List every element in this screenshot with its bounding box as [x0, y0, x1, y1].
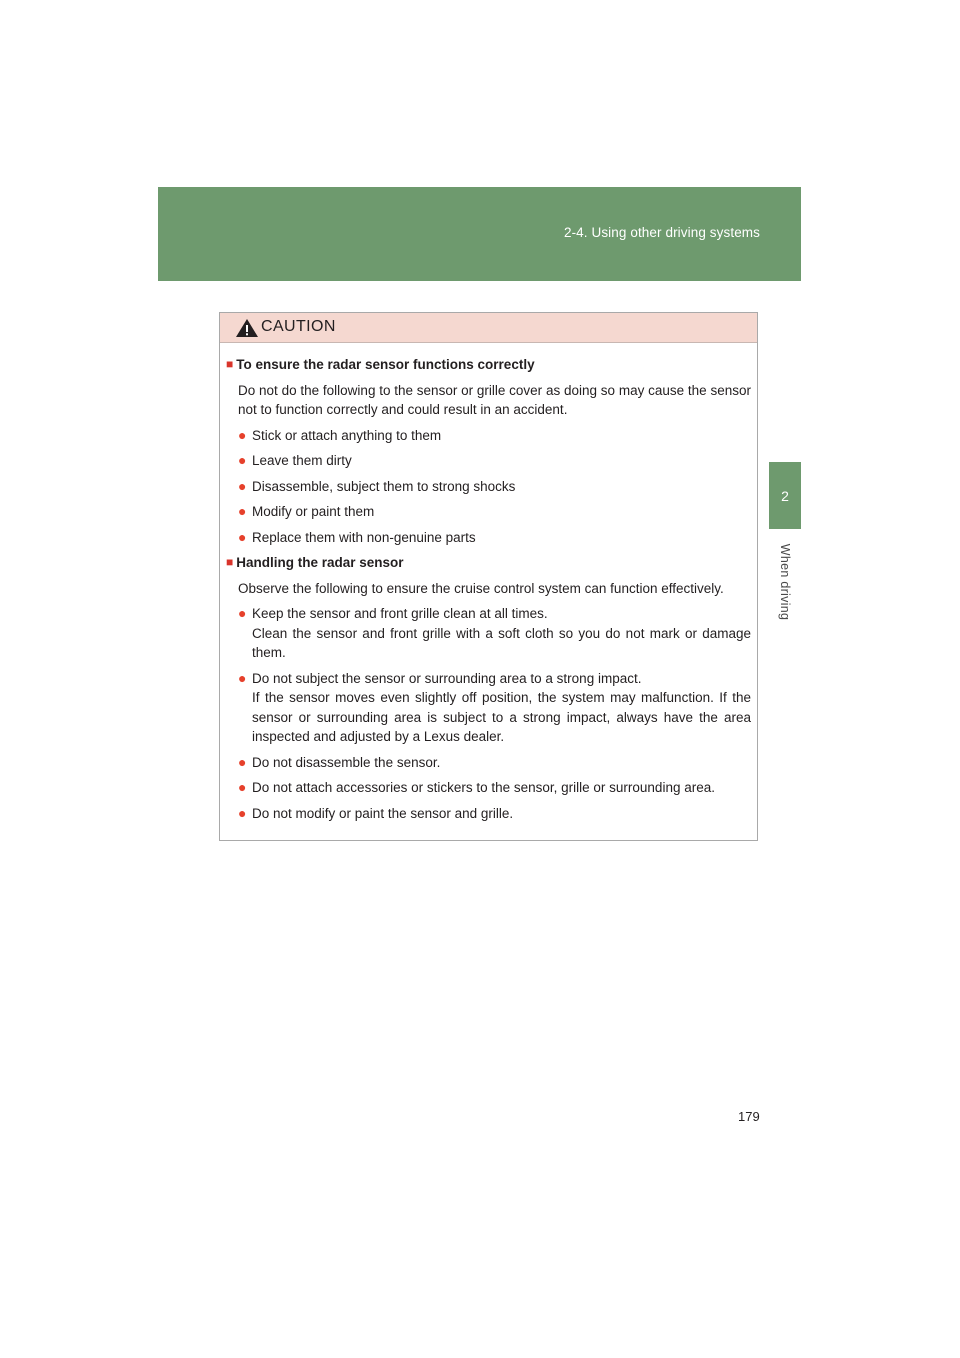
square-bullet-icon: ■ [226, 357, 234, 371]
list-item: ● Do not modify or paint the sensor and grille. [238, 804, 751, 824]
list-item: ● Disassemble, subject them to strong shocks [238, 477, 751, 497]
page-number: 179 [738, 1109, 760, 1124]
section-intro: Do not do the following to the sensor or grille cover as doing so may cause the sensor not to function correctly and could result in an accident. [238, 382, 751, 417]
list-item: ● Replace them with non-genuine parts [238, 528, 751, 548]
round-bullet-icon: ● [238, 426, 247, 443]
section-heading: ■ Handling the radar sensor [226, 553, 751, 573]
caution-header [220, 313, 757, 343]
list-item: ● Modify or paint them [238, 502, 751, 522]
round-bullet-icon: ● [238, 503, 247, 519]
chapter-number: 2 [781, 487, 789, 504]
section-heading: ■ To ensure the radar sensor functions correctly [226, 355, 751, 375]
round-bullet-icon: ● [238, 669, 247, 686]
round-bullet-icon: ● [238, 477, 247, 494]
list-item: ● Leave them dirty [238, 451, 751, 471]
list-item: ● Do not disassemble the sensor. [238, 753, 751, 773]
chapter-label: When driving [778, 543, 792, 621]
list-item: ● Do not subject the sensor or surrounding area to a strong impact. If the sensor moves even slightly off position, the system may malfunction. If the sensor or surrounding area is subject to a strong impact, always have the area inspected and adjusted by a Lexus dealer. [238, 669, 751, 747]
list-item: ● Stick or attach anything to them [238, 426, 751, 446]
round-bullet-icon: ● [238, 528, 247, 545]
caution-body [220, 343, 757, 823]
section-intro: Observe the following to ensure the cruise control system can function effectively. [238, 580, 724, 596]
round-bullet-icon: ● [238, 605, 247, 621]
round-bullet-icon: ● [238, 804, 247, 821]
chapter-tab [769, 462, 801, 529]
square-bullet-icon: ■ [226, 555, 234, 569]
caution-box [219, 312, 758, 841]
round-bullet-icon: ● [238, 779, 247, 795]
header-band [158, 187, 801, 281]
caution-title: CAUTION [261, 318, 336, 335]
list-item: ● Do not attach accessories or stickers to the sensor, grille or surrounding area. [238, 778, 751, 798]
section-title: 2-4. Using other driving systems [563, 225, 760, 240]
warning-triangle-icon [235, 318, 259, 338]
round-bullet-icon: ● [238, 753, 247, 770]
list-item: ● Keep the sensor and front grille clean at all times. Clean the sensor and front grille with a soft cloth so you do not mark or damage them. [238, 604, 751, 663]
round-bullet-icon: ● [238, 452, 247, 468]
